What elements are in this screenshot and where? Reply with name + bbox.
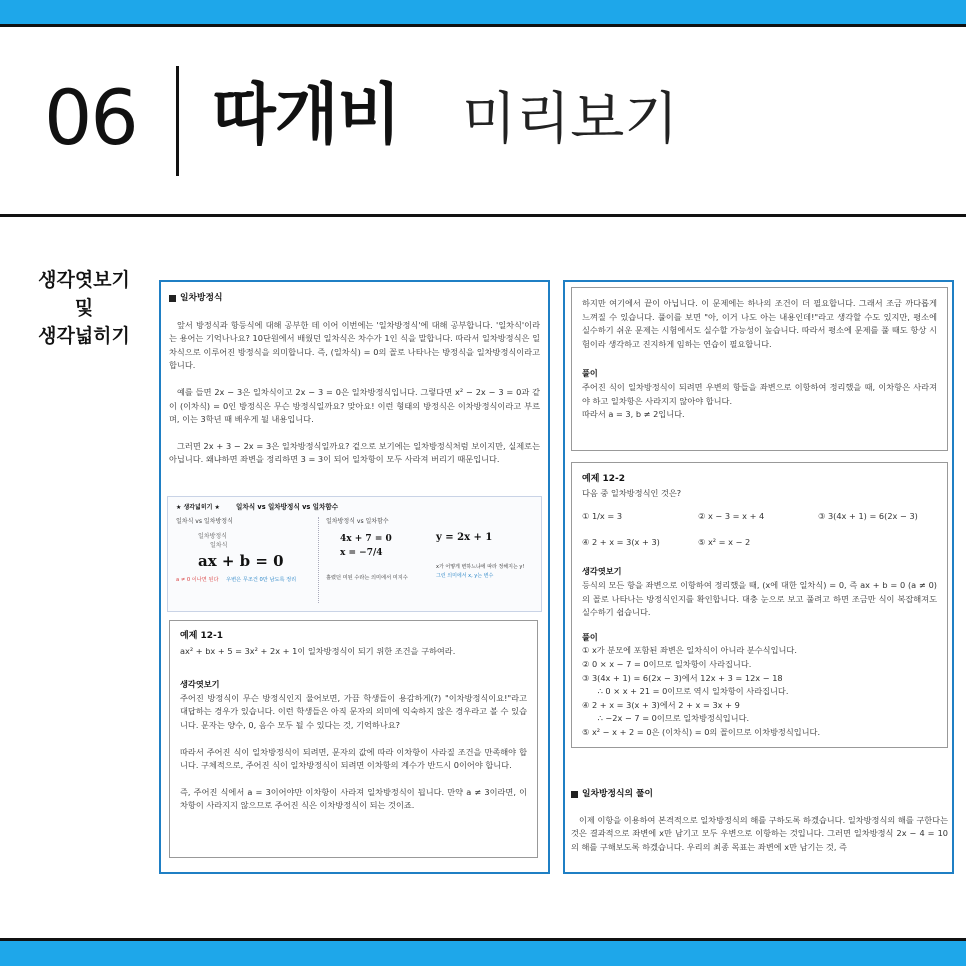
section-title: 일차방정식의 풀이 <box>571 788 948 802</box>
paragraph: 그러면 2x + 3 − 2x = 3은 일차방정식일까요? 겉으로 보기에는 일차방정식처럼 보이지만, 실제로는 아닙니다. 왜냐하면 좌변을 정리하면 3 = 3이 되어 일차항이 모두 사라져 버리기 때문입니다. <box>169 440 540 465</box>
think-paragraph: 등식의 모든 항을 좌변으로 이항하여 정리했을 때, (x에 대한 일차식) = 0, 즉 ax + b = 0 (a ≠ 0)의 꼴로 나타나는 방정식인지를 확인합니다. 대충 눈으로 보고 풀려고 하면 조금만 식이 복잡해져도 실수하기 쉽습니다. <box>582 579 937 618</box>
example-box-12-1 <box>169 620 538 858</box>
summary-box <box>167 496 542 612</box>
solution-line: ③ 3(4x + 1) = 6(2x − 3)에서 12x + 3 = 12x − 18 <box>582 672 783 683</box>
answer-option: ① 1/x = 3 <box>582 511 623 522</box>
paragraph: 하지만 여기에서 끝이 아닙니다. 이 문제에는 하나의 조건이 더 필요합니다. 그래서 조금 까다롭게 느껴질 수 있습니다. 풀이를 보면 "아, 이거 나도 아는 내용인데!"라고 생각할 수도 있지만, 평소에 실수하기 쉬운 문제는 시험에서도 실수할 가능성이 높습니다. 따라서 평소에 문제를 풀 때도 항상 시험이라 생각하고 진지하게 임하는 연습이 필요합니다. <box>582 298 937 349</box>
solution-line: ⑤ x² − x + 2 = 0은 (이차식) = 0의 꼴이므로 이차방정식입니다. <box>582 726 821 737</box>
summary-box-tag: ★ 생각넓히기 ★ <box>176 504 220 511</box>
section-marker-icon <box>571 791 578 798</box>
answer-options <box>582 510 937 549</box>
solution-text: 주어진 식이 일차방정식이 되려면 우변의 항들을 좌변으로 이항하여 정리했을 때, 이차항은 사라져야 하고 일차항은 사라지지 않아야 합니다. <box>582 381 937 406</box>
solution-line: ∴ 0 × x + 21 = 0이므로 역시 일차항이 사라집니다. <box>582 686 789 697</box>
think-paragraph: 즉, 주어진 식에서 a = 3이어야만 이차항이 사라져 일차방정식이 됩니다. 만약 a ≠ 3이라면, 이차항이 사라지지 않으므로 주어진 식은 이차방정식이 되는 것이죠. <box>180 786 527 811</box>
solution-line: ∴ −2x − 7 = 0이므로 일차방정식입니다. <box>582 713 750 724</box>
solution-conclusion: 따라서 a = 3, b ≠ 2입니다. <box>582 409 685 420</box>
think-title: 생각엿보기 <box>180 679 220 690</box>
summary-col-function: y = 2x + 1 x가 어떻게 변하느냐에 따라 정해지는 y! 그런 의미에서 x, y는 변수 <box>436 532 525 579</box>
think-title: 생각엿보기 <box>582 566 622 577</box>
answer-option: ③ 3(4x + 1) = 6(2x − 3) <box>818 511 918 522</box>
preview-page-right <box>563 280 954 874</box>
top-accent-bar <box>0 0 966 24</box>
example-title: 예제 12-1 <box>180 631 224 641</box>
answer-option: ② x − 3 = x + 4 <box>698 511 765 522</box>
header-bottom-rule <box>0 214 966 217</box>
paragraph: 이제 이항을 이용하여 본격적으로 일차방정식의 해를 구하도록 하겠습니다. 일차방정식의 해를 구한다는 것은 결과적으로 좌변에 x만 남기고 모두 우변으로 이항하는 것입니다. 그러면 일차방정식 2x − 4 = 10의 해를 구해보도록 하겠습니다. 우리의 최종 목표는 좌변에 x만 남기는 것, 즉 <box>571 814 948 852</box>
example-question: ax² + bx + 5 = 3x² + 2x + 1이 일차방정식이 되기 위한 조건을 구하여라. <box>180 645 456 656</box>
answer-option: ④ 2 + x = 3(x + 3) <box>582 536 660 547</box>
paragraph: 앞서 방정식과 항등식에 대해 공부한 데 이어 이번에는 '일차방정식'에 대해 공부합니다. '일차식'이라는 용어는 기억나나요? 10단원에서 배웠던 일차식은 차수가 1인 식을 말합니다. 따라서 일차방정식은 일차식으로 이루어진 방정식을 의미합니다. 즉, (일차식) = 0의 꼴로 나타나는 방정식을 일차방정식이라고 합니다. <box>169 319 540 371</box>
chapter-number: 06 <box>44 73 137 162</box>
preview-page-left <box>159 280 550 874</box>
solution-title: 풀이 <box>582 631 598 642</box>
summary-heading: 일차식 vs 일차방정식 vs 일차함수 <box>236 503 339 511</box>
summary-divider <box>318 517 319 603</box>
top-rule <box>0 24 966 27</box>
side-label: 생각엿보기 및 생각넓히기 <box>38 269 130 347</box>
solution-line: ④ 2 + x = 3(x + 3)에서 2 + x = 3x + 9 <box>582 699 740 710</box>
example-title: 예제 12-2 <box>582 474 626 484</box>
summary-col-equation: 일차방정식 vs 일차함수 4x + 7 = 0 x = −7/4 흘렸던 미된 수라는 의미에서 미지수 <box>326 518 408 581</box>
header-subtitle: 미리보기 <box>462 87 679 152</box>
think-paragraph: 따라서 주어진 식이 일차방정식이 되려면, 문자의 값에 따라 이차항이 사라질 조건을 만족해야 합니다. 구체적으로, 주어진 식이 일차방정식이 되려면 이차항의 계수가 반드시 0이어야 합니다. <box>180 746 527 771</box>
example-box-12-2 <box>571 462 948 748</box>
example-question: 다음 중 일차방정식인 것은? <box>582 487 682 498</box>
answer-option: ⑤ x² = x − 2 <box>698 536 751 547</box>
example-continued-box <box>571 287 948 451</box>
summary-equation: ax + b = 0 <box>198 552 284 570</box>
book-title: 따개비 <box>212 76 401 153</box>
solution-line: ① x가 분모에 포함된 좌변은 일차식이 아니라 분수식입니다. <box>582 645 797 656</box>
solution-line: ② 0 × x − 7 = 0이므로 일차항이 사라집니다. <box>582 658 752 669</box>
solution-title: 풀이 <box>582 368 598 379</box>
summary-col-expression: 일차식 vs 일차방정식 일차방정식 일차식 ax + b = 0 a ≠ 0 이나면 된다 우변은 무조건 0만 남도록 정리 <box>176 517 316 585</box>
bottom-accent-bar <box>0 938 966 966</box>
header-divider <box>176 66 179 176</box>
think-paragraph: 주어진 방정식이 무슨 방정식인지 물어보면, 가끔 학생들이 용감하게(?) "이차방정식이요!"라고 대답하는 경우가 있습니다. 이런 학생들은 아직 문자의 의미에 익숙하지 않은 경우라고 볼 수 있습니다. 문자는 양수, 0, 음수 모두 될 수 있다는 것, 기억하나요? <box>180 692 527 730</box>
section-title: 일차방정식 <box>169 292 540 306</box>
paragraph: 예를 들면 2x − 3은 일차식이고 2x − 3 = 0은 일차방정식입니다. 그렇다면 x² − 2x − 3 = 0과 같이 (이차식) = 0인 방정식은 무슨 방정식일까요? 맞아요! 이런 형태의 방정식은 이차방정식이라고 부르며, 이는 3학년 때 배우게 될 내용입니다. <box>169 386 540 425</box>
section-marker-icon <box>169 295 176 302</box>
